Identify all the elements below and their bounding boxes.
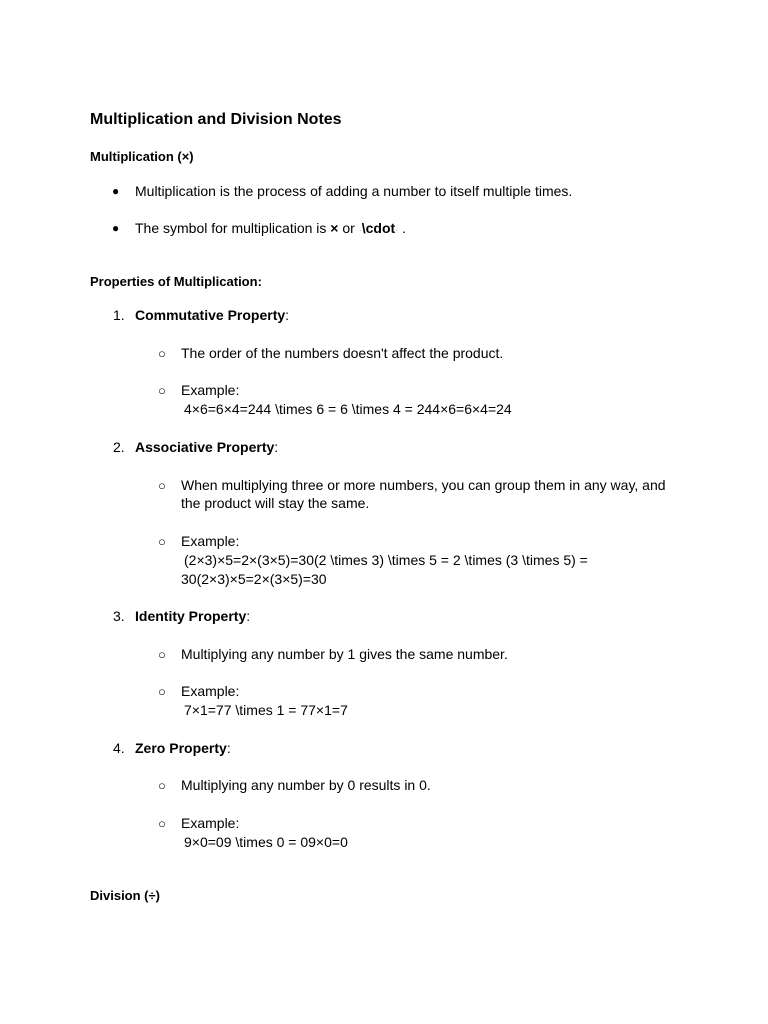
property-description-line: When multiplying three or more numbers, you can group them in any way, and bbox=[181, 477, 666, 493]
example-line: 7×1=77 \times 1 = 77×1=7 bbox=[184, 702, 348, 718]
properties-heading: Properties of Multiplication: bbox=[90, 274, 262, 289]
property-name: Identity Property bbox=[135, 608, 247, 624]
cdot-symbol: \cdot bbox=[361, 220, 396, 236]
property-colon: : bbox=[246, 608, 251, 624]
property-description-line: the product will stay the same. bbox=[181, 495, 370, 511]
property-colon: : bbox=[285, 307, 290, 323]
list-number: 2. bbox=[113, 439, 125, 455]
list-number: 3. bbox=[113, 608, 125, 624]
list-number: 1. bbox=[113, 307, 125, 323]
list-number: 4. bbox=[113, 740, 125, 756]
bullet-circle-icon: ○ bbox=[158, 816, 166, 831]
example-line: 9×0=09 \times 0 = 09×0=0 bbox=[184, 834, 348, 850]
property-title bbox=[135, 438, 278, 457]
period-text: . bbox=[402, 220, 406, 236]
example-line: 30(2×3)×5=2×(3×5)=30 bbox=[181, 571, 327, 587]
page-title: Multiplication and Division Notes bbox=[90, 111, 342, 128]
property-description: The order of the numbers doesn't affect the product. bbox=[181, 345, 504, 361]
property-name: Commutative Property bbox=[135, 307, 286, 323]
example-label: Example: bbox=[181, 382, 240, 398]
or-text: or bbox=[342, 220, 355, 236]
bullet-disc-icon: ● bbox=[112, 221, 120, 235]
faint-dot-icon: · bbox=[358, 225, 362, 235]
bullet-text: The symbol for multiplication is bbox=[135, 220, 327, 236]
bullet-circle-icon: ○ bbox=[158, 478, 166, 493]
multiplication-heading: Multiplication (×) bbox=[90, 149, 194, 164]
division-heading: Division (÷) bbox=[90, 888, 160, 903]
example-label: Example: bbox=[181, 815, 240, 831]
bullet-circle-icon: ○ bbox=[158, 778, 166, 793]
bullet-circle-icon: ○ bbox=[158, 647, 166, 662]
example-label: Example: bbox=[181, 533, 240, 549]
bullet-text: Multiplication is the process of adding a number to itself multiple times. bbox=[135, 183, 573, 199]
bullet-circle-icon: ○ bbox=[158, 383, 166, 398]
property-colon: : bbox=[226, 740, 231, 756]
example-line: (2×3)×5=2×(3×5)=30(2 \times 3) \times 5 = 2 \times (3 \times 5) = bbox=[184, 552, 588, 568]
property-name: Associative Property bbox=[135, 439, 275, 455]
example-line: 4×6=6×4=244 \times 6 = 6 \times 4 = 244×6=6×4=24 bbox=[184, 401, 512, 417]
property-name: Zero Property bbox=[135, 740, 227, 756]
bullet-circle-icon: ○ bbox=[158, 346, 166, 361]
property-title bbox=[135, 306, 289, 325]
bullet-disc-icon: ● bbox=[112, 184, 120, 198]
example-label: Example: bbox=[181, 683, 240, 699]
property-description: Multiplying any number by 1 gives the same number. bbox=[181, 646, 508, 662]
faint-dot-icon: · bbox=[395, 225, 399, 235]
property-colon: : bbox=[274, 439, 279, 455]
bullet-circle-icon: ○ bbox=[158, 534, 166, 549]
property-description: Multiplying any number by 0 results in 0. bbox=[181, 777, 431, 793]
property-title bbox=[135, 739, 231, 758]
times-symbol: × bbox=[330, 220, 339, 236]
bullet-text-symbol bbox=[135, 219, 406, 240]
bullet-circle-icon: ○ bbox=[158, 684, 166, 699]
property-title bbox=[135, 607, 250, 626]
